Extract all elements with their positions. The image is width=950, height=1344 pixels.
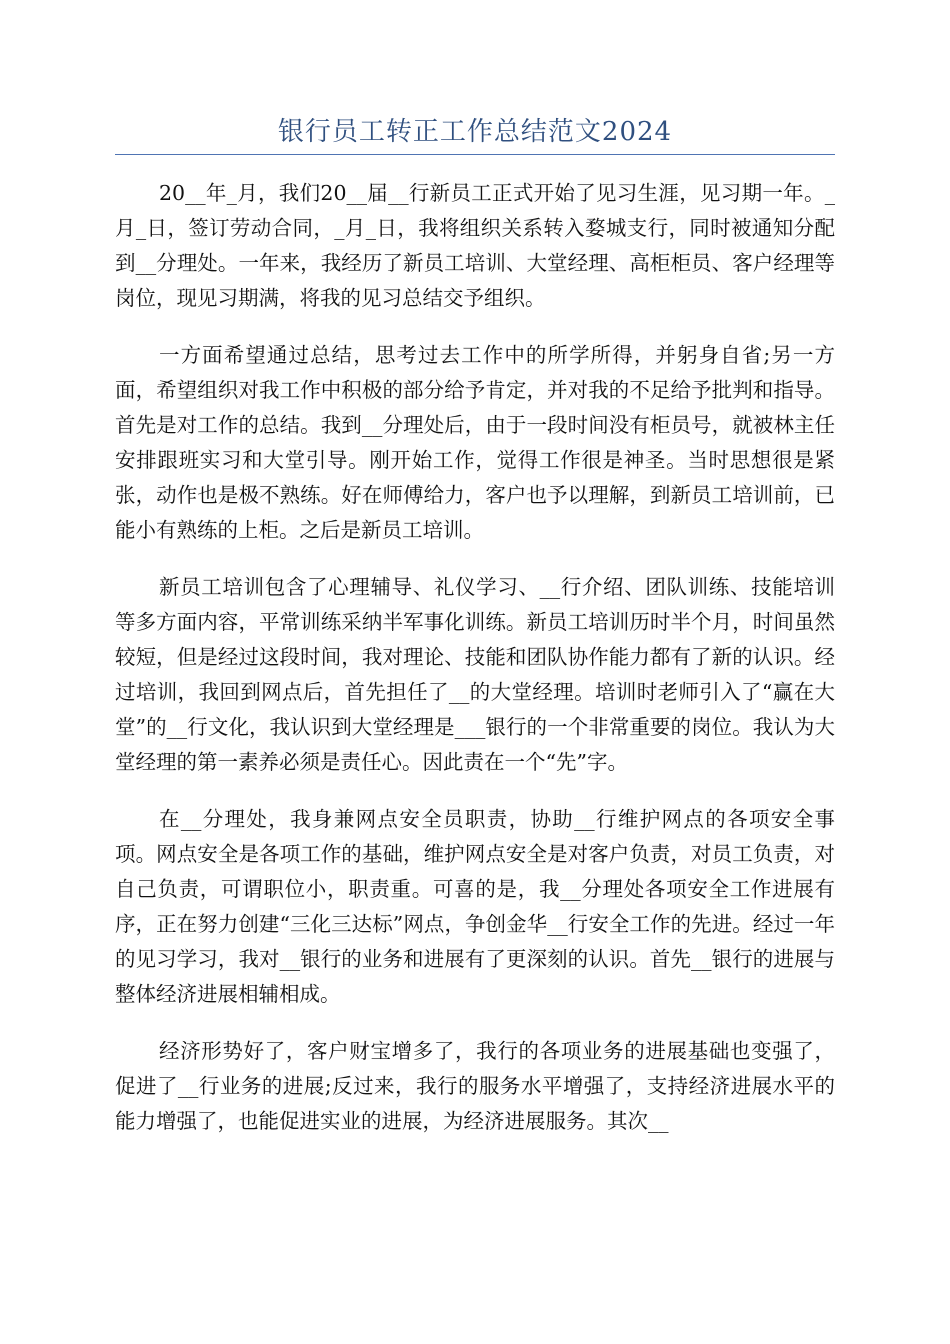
paragraph-1: 20__年_月，我们20__届__行新员工正式开始了见习生涯，见习期一年。_月_日，签订劳动合同，_月_日，我将组织关系转入婺城支行，同时被通知分配到__分理处。一年来，我经历了新员工培训、大堂经理、高柜柜员、客户经理等岗位，现见习期满，将我的见习总结交予组织。 xyxy=(115,181,835,310)
title-underline xyxy=(115,154,835,155)
document-body xyxy=(115,176,835,1161)
paragraph-3: 新员工培训包含了心理辅导、礼仪学习、__行介绍、团队训练、技能培训等多方面内容，平常训练采纳半军事化训练。新员工培训历时半个月，时间虽然较短，但是经过这段时间，我对理论、技能和团队协作能力都有了新的认识。经过培训，我回到网点后，首先担任了__的大堂经理。培训时老师引入了“赢在大堂”的__行文化，我认识到大堂经理是___银行的一个非常重要的岗位。我认为大堂经理的第一素养必须是责任心。因此责在一个“先”字。 xyxy=(115,575,835,774)
paragraph-2: 一方面希望通过总结，思考过去工作中的所学所得，并躬身自省;另一方面，希望组织对我工作中积极的部分给予肯定，并对我的不足给予批判和指导。首先是对工作的总结。我到__分理处后，由于一段时间没有柜员号，就被林主任安排跟班实习和大堂引导。刚开始工作，觉得工作很是神圣。当时思想很是紧张，动作也是极不熟练。好在师傅给力，客户也予以理解，到新员工培训前，已能小有熟练的上柜。之后是新员工培训。 xyxy=(115,343,835,542)
paragraph-5: 经济形势好了，客户财宝增多了，我行的各项业务的进展基础也变强了，促进了__行业务的进展;反过来，我行的服务水平增强了，支持经济进展水平的能力增强了，也能促进实业的进展，为经济进展服务。其次__ xyxy=(115,1039,835,1133)
document-title: 银行员工转正工作总结范文2024 xyxy=(277,117,673,147)
paragraph-4: 在__分理处，我身兼网点安全员职责，协助__行维护网点的各项安全事项。网点安全是各项工作的基础，维护网点安全是对客户负责，对员工负责，对自己负责，可谓职位小，职责重。可喜的是，我__分理处各项安全工作进展有序，正在努力创建“三化三达标”网点，争创金华__行安全工作的先进。经过一年的见习学习，我对__银行的业务和进展有了更深刻的认识。首先__银行的进展与整体经济进展相辅相成。 xyxy=(115,807,835,1006)
